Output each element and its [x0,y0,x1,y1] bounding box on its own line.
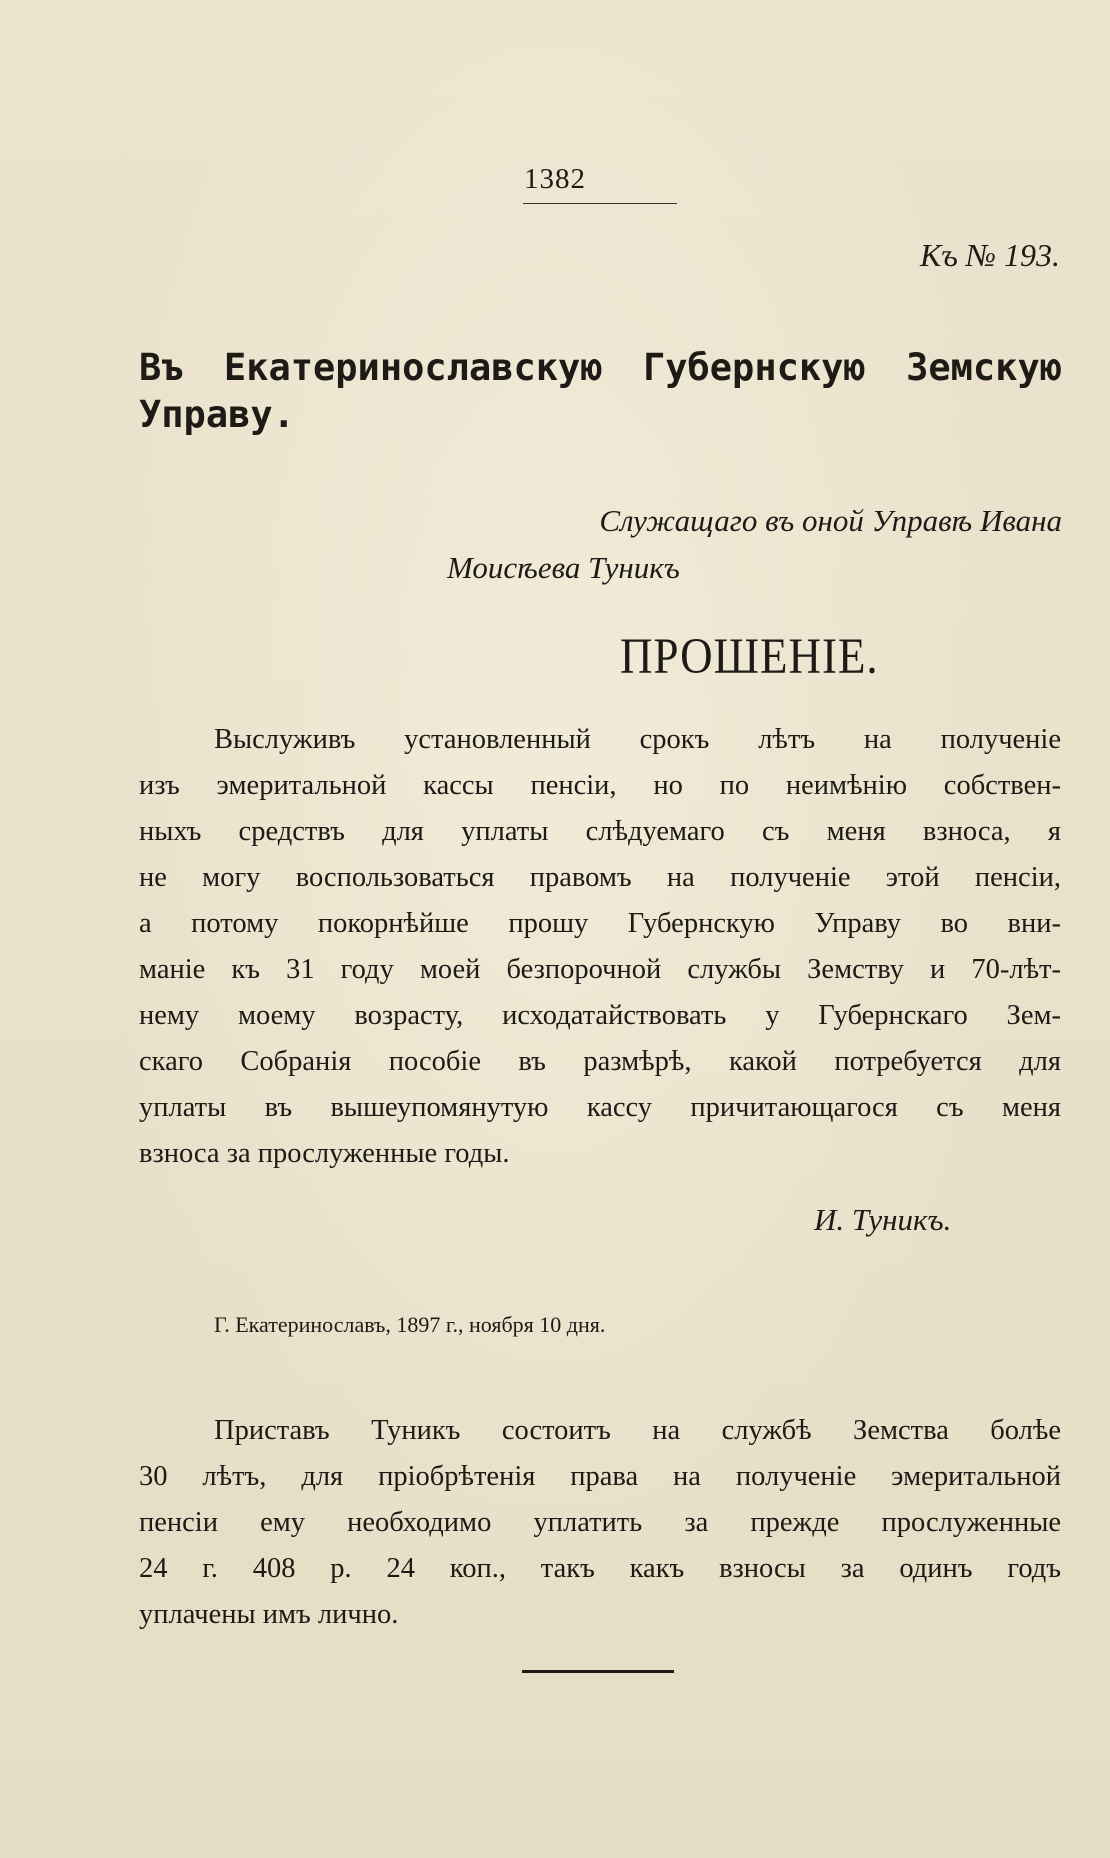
petition-line: не могу воспользоваться правомъ на полученіе этой пенсіи, [139,862,1061,893]
note-line: 30 лѣтъ, для пріобрѣтенія права на полученіе эмеритальной [139,1461,1061,1492]
end-rule [522,1670,674,1673]
place-date: Г. Екатеринославъ, 1897 г., ноября 10 дня. [214,1312,606,1337]
note-line: Приставъ Туникъ состоитъ на службѣ Земства болѣе [214,1415,1061,1446]
document-title: ПРОШЕНІЕ. [620,628,879,685]
signature: И. Туникъ. [814,1202,952,1237]
petition-line: взноса за прослуженные годы. [139,1138,510,1169]
petition-body [139,717,1061,1177]
page-number-underline [523,203,677,204]
petition-line: уплаты въ вышеупомянутую кассу причитающагося съ меня [139,1092,1061,1123]
note-line: 24 г. 408 р. 24 коп., такъ какъ взносы за одинъ годъ [139,1553,1061,1584]
addressee: Въ Екатеринославскую Губернскую Земскую Управу. [139,346,1062,436]
petition-line: изъ эмеритальной кассы пенсіи, но по неимѣнію собствен- [139,770,1061,801]
petition-line: Выслуживъ установленный срокъ лѣтъ на полученіе [214,724,1061,755]
note-line: пенсіи ему необходимо уплатить за прежде прослуженные [139,1507,1061,1538]
page-number: 1382 [524,163,586,195]
petition-line: ныхъ средствъ для уплаты слѣдуемаго съ меня взноса, я [139,816,1061,847]
petition-line: маніе къ 31 году моей безпорочной службы Земству и 70-лѣт- [139,954,1061,985]
reference-number: Къ № 193. [919,237,1060,273]
petition-line: нему моему возрасту, исходатайствовать у Губернскаго Зем- [139,1000,1061,1031]
note-body [139,1408,1061,1638]
petitioner-line-2: Моисѣева Туникъ [447,550,680,585]
note-line: уплачены имъ лично. [139,1599,399,1630]
petition-line: а потому покорнѣйше прошу Губернскую Управу во вни- [139,908,1061,939]
petitioner-line-1: Служащаго въ оной Управѣ Ивана [599,503,1062,538]
petition-line: скаго Собранія пособіе въ размѣрѣ, какой потребуется для [139,1046,1061,1077]
